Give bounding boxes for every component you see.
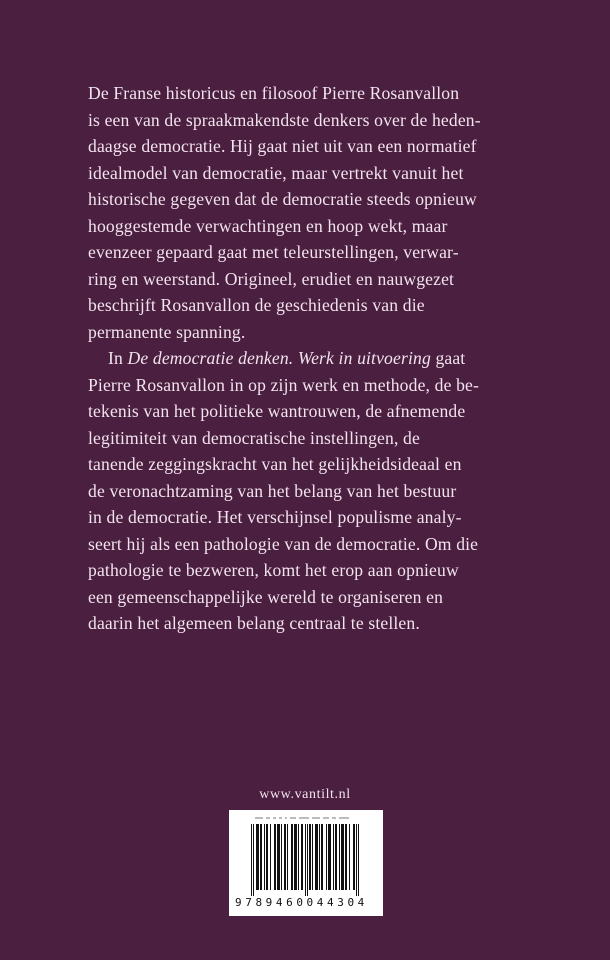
blurb-line: een gemeenschappelijke wereld te organiseren en [88,586,444,607]
blurb-line: hooggestemde verwachtingen en hoop wekt, maar [88,215,448,236]
blurb-line: seert hij als een pathologie van de democratie. Om die [88,533,479,554]
book-title: De democratie denken. Werk in uitvoering [127,348,431,368]
blurb-line: idealmodel van democratie, maar vertrekt vanuit het [88,162,464,183]
blurb-line: beschrijft Rosanvallon de geschiedenis van die [88,295,425,315]
blurb-line: tekenis van het politieke wantrouwen, de afnemende [88,401,466,421]
blurb-paragraph-1 [88,80,528,345]
blurb-line: is een van de spraakmakendste denkers over de heden- [88,109,481,130]
blurb-line: ring en weerstand. Origineel, erudiet en nauwgezet [88,268,455,289]
blurb-line: Pierre Rosanvallon in op zijn werk en methode, de be- [88,374,479,395]
paragraph-prefix: In [108,348,128,368]
blurb-line: De Franse historicus en filosoof Pierre Rosanvallon [88,83,460,103]
blurb-line: historische gegeven dat de democratie steeds opnieuw [88,189,477,209]
blurb-line: de veronachtzaming van het belang van het bestuur [88,480,457,501]
blurb-line: daarin het algemeen belang centraal te stellen. [88,613,420,633]
blurb-line: in de democratie. Het verschijnsel populisme analy- [88,507,462,527]
barcode-bars [251,824,369,896]
blurb-line: daagse democratie. Hij gaat niet uit van een normatief [88,136,477,156]
blurb-line: permanente spanning. [88,321,246,342]
blurb-line: evenzeer gepaard gaat met teleurstellingen, verwar- [88,242,459,262]
isbn-number: 9789460044304 [235,896,368,909]
blurb-paragraph-2 [88,345,528,637]
isbn-barcode [229,810,383,916]
paragraph-suffix: gaat [430,348,466,368]
blurb-line: pathologie te bezweren, komt het erop aan opnieuw [88,560,459,580]
blurb-line: legitimiteit van democratische instellingen, de [88,427,420,448]
blurb-line-with-title [88,345,528,372]
blurb-line: tanende zeggingskracht van het gelijkheidsideaal en [88,454,462,474]
back-cover-blurb [88,80,528,637]
publisher-website[interactable]: www.vantilt.nl [259,787,351,802]
barcode-top-text [255,817,365,821]
